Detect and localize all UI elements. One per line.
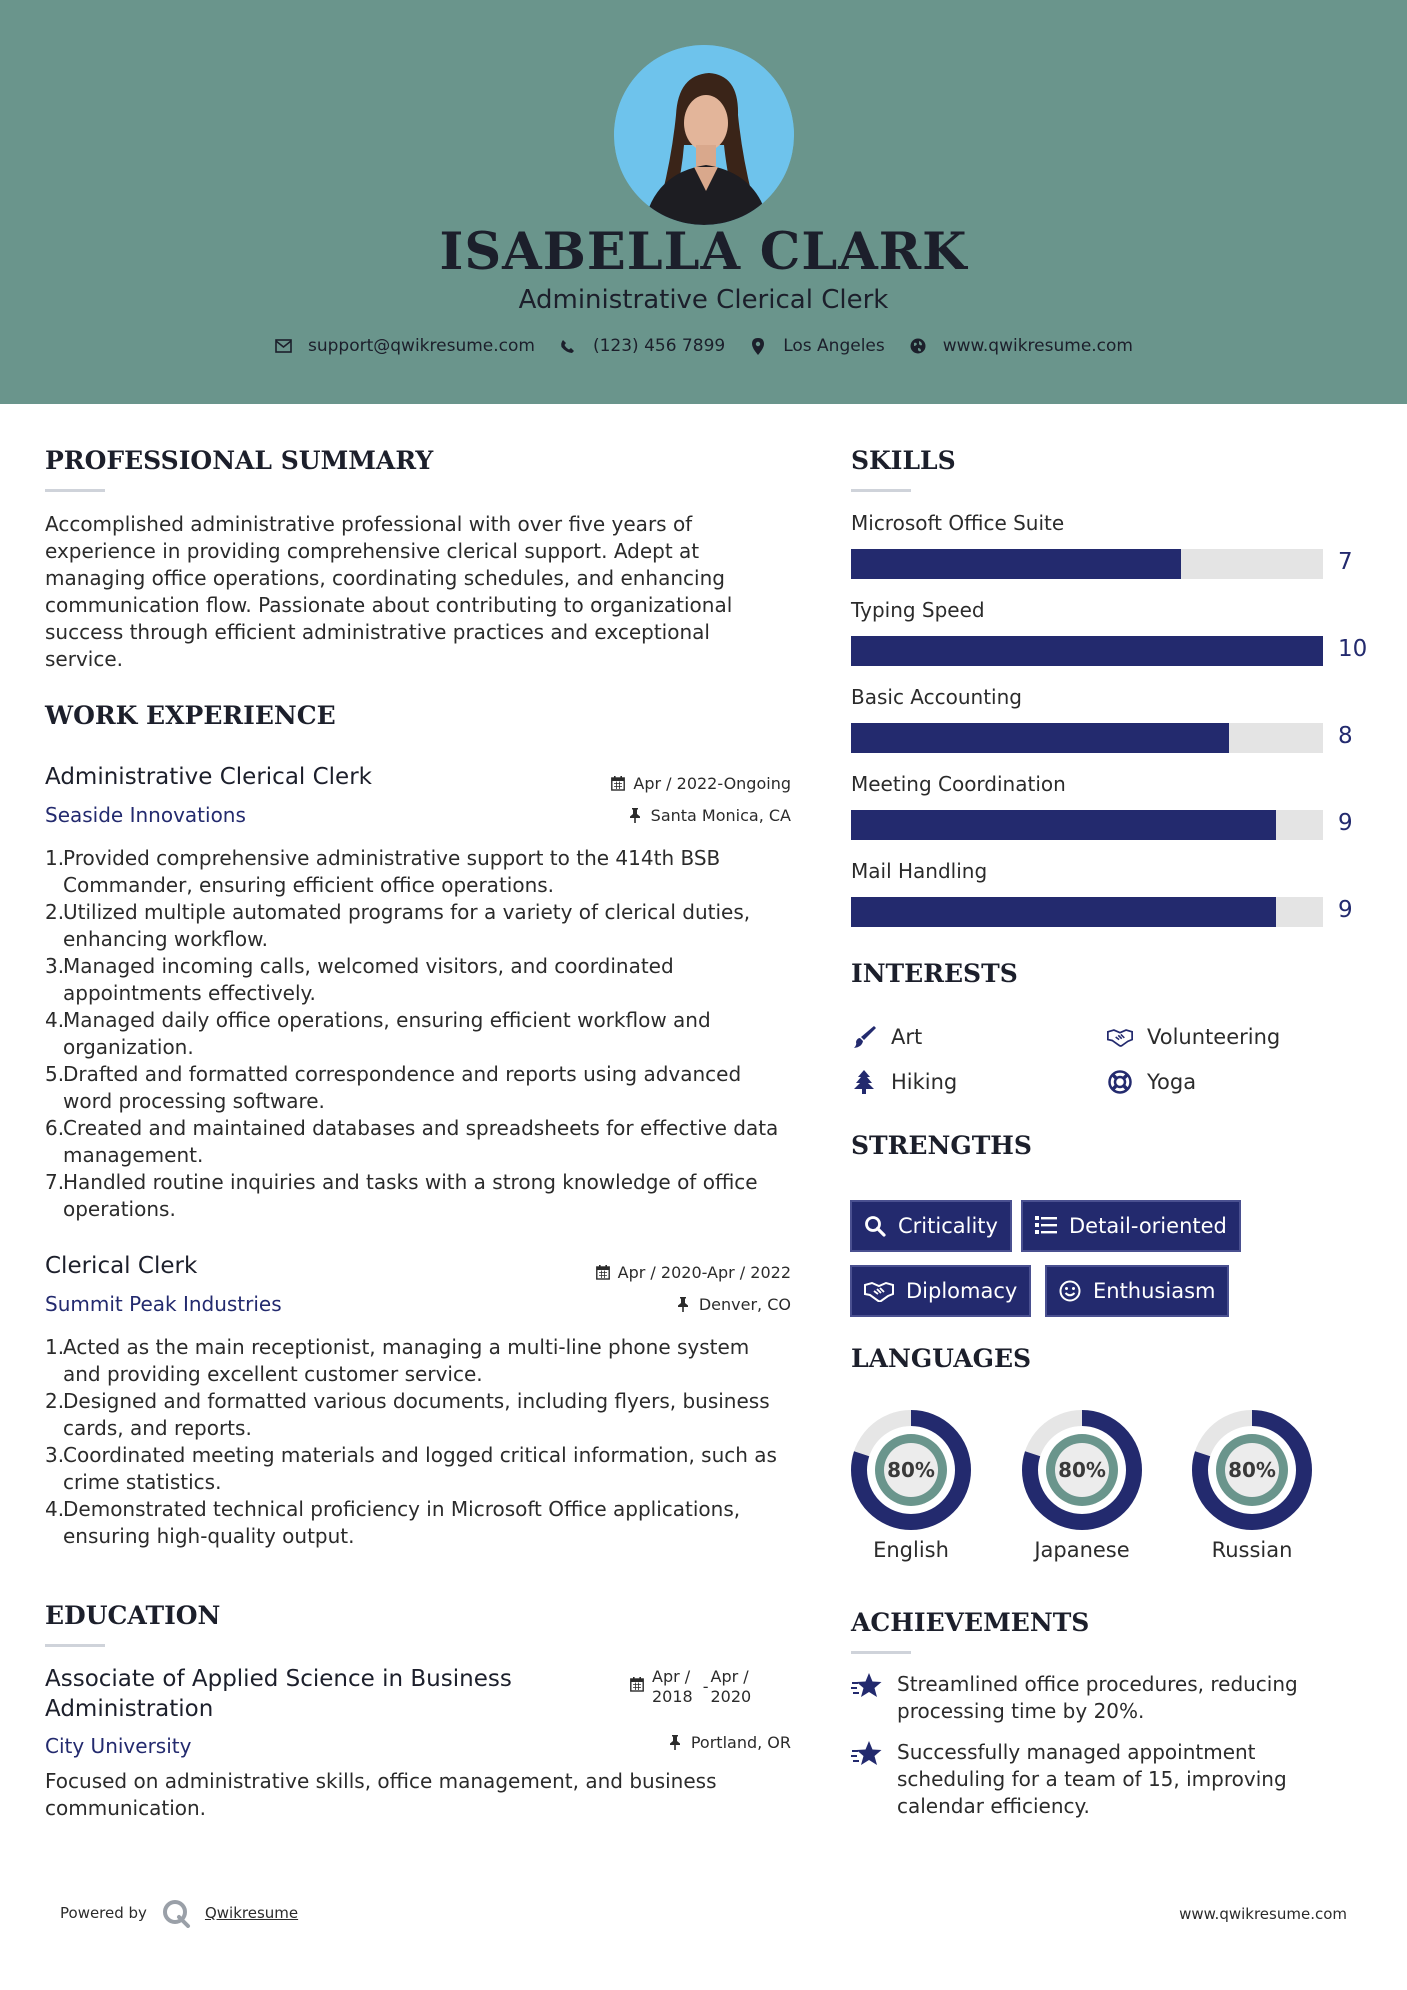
skill-rating: 10 xyxy=(1338,636,1368,662)
language-ring xyxy=(1020,1408,1144,1532)
edu-end-month: Apr / xyxy=(710,1667,749,1686)
pushpin-icon xyxy=(669,1735,683,1750)
achievement-item xyxy=(851,1739,1351,1820)
pushpin-icon xyxy=(677,1297,691,1312)
qwikresume-logo-icon xyxy=(161,1898,191,1928)
language-name: Russian xyxy=(1211,1538,1293,1562)
language-percent: 80% xyxy=(887,1458,935,1482)
job-location xyxy=(629,806,791,825)
globe-icon xyxy=(909,337,927,355)
school-name: City University xyxy=(45,1734,192,1758)
skill-bar-fill xyxy=(851,549,1181,579)
contact-email-text: support@qwikresume.com xyxy=(308,336,535,356)
job-dates xyxy=(596,1263,791,1282)
summary-divider xyxy=(45,489,105,492)
skill-rating: 9 xyxy=(1338,897,1353,923)
contact-website-text: www.qwikresume.com xyxy=(942,336,1133,356)
strength-label: Detail-oriented xyxy=(1069,1214,1227,1238)
strength-tag xyxy=(1045,1265,1229,1317)
handshake-icon xyxy=(1107,1024,1133,1050)
strengths-heading: STRENGTHS xyxy=(851,1131,1032,1160)
smile-icon xyxy=(1059,1280,1081,1302)
list-item: 7. Handled routine inquiries and tasks with a strong knowledge of office operations. xyxy=(45,1170,758,1221)
qwikresume-link[interactable]: Qwikresume xyxy=(204,1904,299,1922)
paintbrush-icon xyxy=(851,1024,877,1050)
language-item xyxy=(849,1408,973,1562)
interest-label: Art xyxy=(891,1025,923,1049)
list-item: 4. Managed daily office operations, ensuring efficient workflow and organization. xyxy=(45,1008,711,1059)
list-item: 2. Designed and formatted various documents, including flyers, business cards, and reports. xyxy=(45,1389,770,1440)
language-item xyxy=(1190,1408,1314,1562)
skill-bar-fill xyxy=(851,636,1323,666)
contact-phone-text: (123) 456 7899 xyxy=(592,336,726,356)
resume-header xyxy=(0,0,1407,404)
skill-bar-fill xyxy=(851,810,1276,840)
job-title: Clerical Clerk xyxy=(45,1253,198,1279)
contact-website[interactable] xyxy=(909,336,1133,356)
job-responsibilities xyxy=(45,1334,790,1550)
search-icon xyxy=(864,1215,886,1237)
calendar-icon xyxy=(611,776,625,791)
education-dates xyxy=(630,1667,751,1707)
edu-date-dash: - xyxy=(702,1677,709,1696)
skills-heading: SKILLS xyxy=(851,446,956,475)
skill-bar-fill xyxy=(851,897,1276,927)
achievement-text: Successfully managed appointment scheduling for a team of 15, improving calendar efficiency. xyxy=(897,1740,1287,1818)
achievement-item xyxy=(851,1671,1351,1725)
language-name: English xyxy=(873,1538,949,1562)
contact-location xyxy=(749,336,885,356)
skill-bar-track xyxy=(851,549,1323,579)
summary-heading: PROFESSIONAL SUMMARY xyxy=(45,446,434,475)
edu-start-month: Apr / xyxy=(652,1667,691,1686)
profile-photo xyxy=(614,45,794,225)
skill-bar-track xyxy=(851,636,1323,666)
job-title: Administrative Clerical Clerk xyxy=(45,764,372,790)
experience-heading: WORK EXPERIENCE xyxy=(45,701,336,730)
interest-label: Volunteering xyxy=(1147,1025,1281,1049)
edu-start-year: 2018 xyxy=(652,1687,693,1706)
job-dates xyxy=(611,774,791,793)
strength-label: Enthusiasm xyxy=(1093,1279,1216,1303)
list-item: 4. Demonstrated technical proficiency in Microsoft Office applications, ensuring high-quality output. xyxy=(45,1497,741,1548)
interest-item xyxy=(1107,1069,1196,1095)
edu-end-year: 2020 xyxy=(710,1687,752,1706)
skill-bar-track xyxy=(851,897,1323,927)
list-item: 1. Provided comprehensive administrative support to the 414th BSB Commander, ensuring efficient office operations. xyxy=(45,846,721,897)
skill-label: Mail Handling xyxy=(851,859,988,883)
skill-bar-track xyxy=(851,723,1323,753)
list-item: 2. Utilized multiple automated programs for a variety of clerical duties, enhancing workflow. xyxy=(45,900,751,951)
skill-label: Microsoft Office Suite xyxy=(851,511,1065,535)
star-award-icon xyxy=(851,1671,885,1705)
footer-website[interactable]: www.qwikresume.com xyxy=(1179,1905,1347,1923)
education-divider xyxy=(45,1644,105,1647)
language-ring xyxy=(849,1408,973,1532)
candidate-name: ISABELLA CLARK xyxy=(439,222,968,282)
powered-by-label: Powered by xyxy=(60,1904,147,1922)
skill-bar-track xyxy=(851,810,1323,840)
strength-tag xyxy=(1021,1200,1241,1252)
list-item: 3. Managed incoming calls, welcomed visitors, and coordinated appointments effectively. xyxy=(45,954,674,1005)
skills-divider xyxy=(851,489,911,492)
star-award-icon xyxy=(851,1739,885,1773)
list-icon xyxy=(1035,1215,1057,1237)
job-location-text: Santa Monica, CA xyxy=(650,806,791,825)
list-item: 6. Created and maintained databases and spreadsheets for effective data management. xyxy=(45,1116,779,1167)
skill-label: Typing Speed xyxy=(851,598,985,622)
job-responsibilities xyxy=(45,845,790,1223)
footer-powered-by xyxy=(60,1898,298,1928)
strength-tag xyxy=(850,1200,1012,1252)
education-location xyxy=(669,1733,791,1752)
interests-heading: INTERESTS xyxy=(851,959,1018,988)
achievement-text: Streamlined office procedures, reducing processing time by 20%. xyxy=(897,1672,1298,1723)
candidate-role: Administrative Clerical Clerk xyxy=(518,285,889,315)
strength-label: Criticality xyxy=(898,1214,998,1238)
achievements-divider xyxy=(851,1651,911,1654)
list-item: 1. Acted as the main receptionist, managing a multi-line phone system and providing excellent customer service. xyxy=(45,1335,750,1386)
contact-phone[interactable] xyxy=(559,336,725,356)
calendar-icon xyxy=(630,1677,644,1692)
achievements-heading: ACHIEVEMENTS xyxy=(851,1608,1090,1637)
map-marker-icon xyxy=(749,337,767,355)
interest-item xyxy=(1107,1024,1280,1050)
interest-label: Yoga xyxy=(1147,1070,1197,1094)
interest-label: Hiking xyxy=(891,1070,958,1094)
contact-location-text: Los Angeles xyxy=(783,336,885,356)
strength-tag xyxy=(850,1265,1031,1317)
education-location-text: Portland, OR xyxy=(690,1733,791,1752)
envelope-icon xyxy=(274,337,292,355)
pushpin-icon xyxy=(629,808,643,823)
phone-icon xyxy=(559,337,577,355)
skill-rating: 8 xyxy=(1338,723,1353,749)
languages-heading: LANGUAGES xyxy=(851,1344,1032,1373)
calendar-icon xyxy=(596,1265,610,1280)
skill-label: Meeting Coordination xyxy=(851,772,1066,796)
language-percent: 80% xyxy=(1058,1458,1106,1482)
degree-title: Associate of Applied Science in Business Administration xyxy=(45,1666,512,1722)
handshake-icon xyxy=(864,1280,894,1302)
skill-label: Basic Accounting xyxy=(851,685,1022,709)
job-dates-text: Apr / 2020-Apr / 2022 xyxy=(617,1263,791,1282)
interest-item xyxy=(851,1024,922,1050)
job-location-text: Denver, CO xyxy=(698,1295,791,1314)
contact-email[interactable] xyxy=(274,336,535,356)
education-text: Focused on administrative skills, office management, and business communication. xyxy=(45,1769,717,1820)
interest-item xyxy=(851,1069,957,1095)
skill-rating: 9 xyxy=(1338,810,1353,836)
job-dates-text: Apr / 2022-Ongoing xyxy=(633,774,791,793)
skill-rating: 7 xyxy=(1338,549,1353,575)
company-name: Seaside Innovations xyxy=(45,803,246,827)
language-percent: 80% xyxy=(1228,1458,1276,1482)
list-item: 3. Coordinated meeting materials and logged critical information, such as crime statistics. xyxy=(45,1443,777,1494)
education-heading: EDUCATION xyxy=(45,1601,221,1630)
language-item xyxy=(1020,1408,1144,1562)
job-location xyxy=(677,1295,791,1314)
strength-label: Diplomacy xyxy=(906,1279,1018,1303)
life-ring-icon xyxy=(1107,1069,1133,1095)
list-item: 5. Drafted and formatted correspondence and reports using advanced word processing software. xyxy=(45,1062,742,1113)
company-name: Summit Peak Industries xyxy=(45,1292,282,1316)
contact-bar xyxy=(0,336,1407,356)
tree-icon xyxy=(851,1069,877,1095)
skill-bar-fill xyxy=(851,723,1229,753)
summary-text: Accomplished administrative professional with over five years of experience in providing comprehensive clerical support. Adept at managing office operations, coordinating schedules, and enhancing communication flow. Passionate about contributing to organizational success through efficient administrative practices and exceptional service. xyxy=(45,512,733,671)
language-name: Japanese xyxy=(1034,1538,1130,1562)
language-ring xyxy=(1190,1408,1314,1532)
